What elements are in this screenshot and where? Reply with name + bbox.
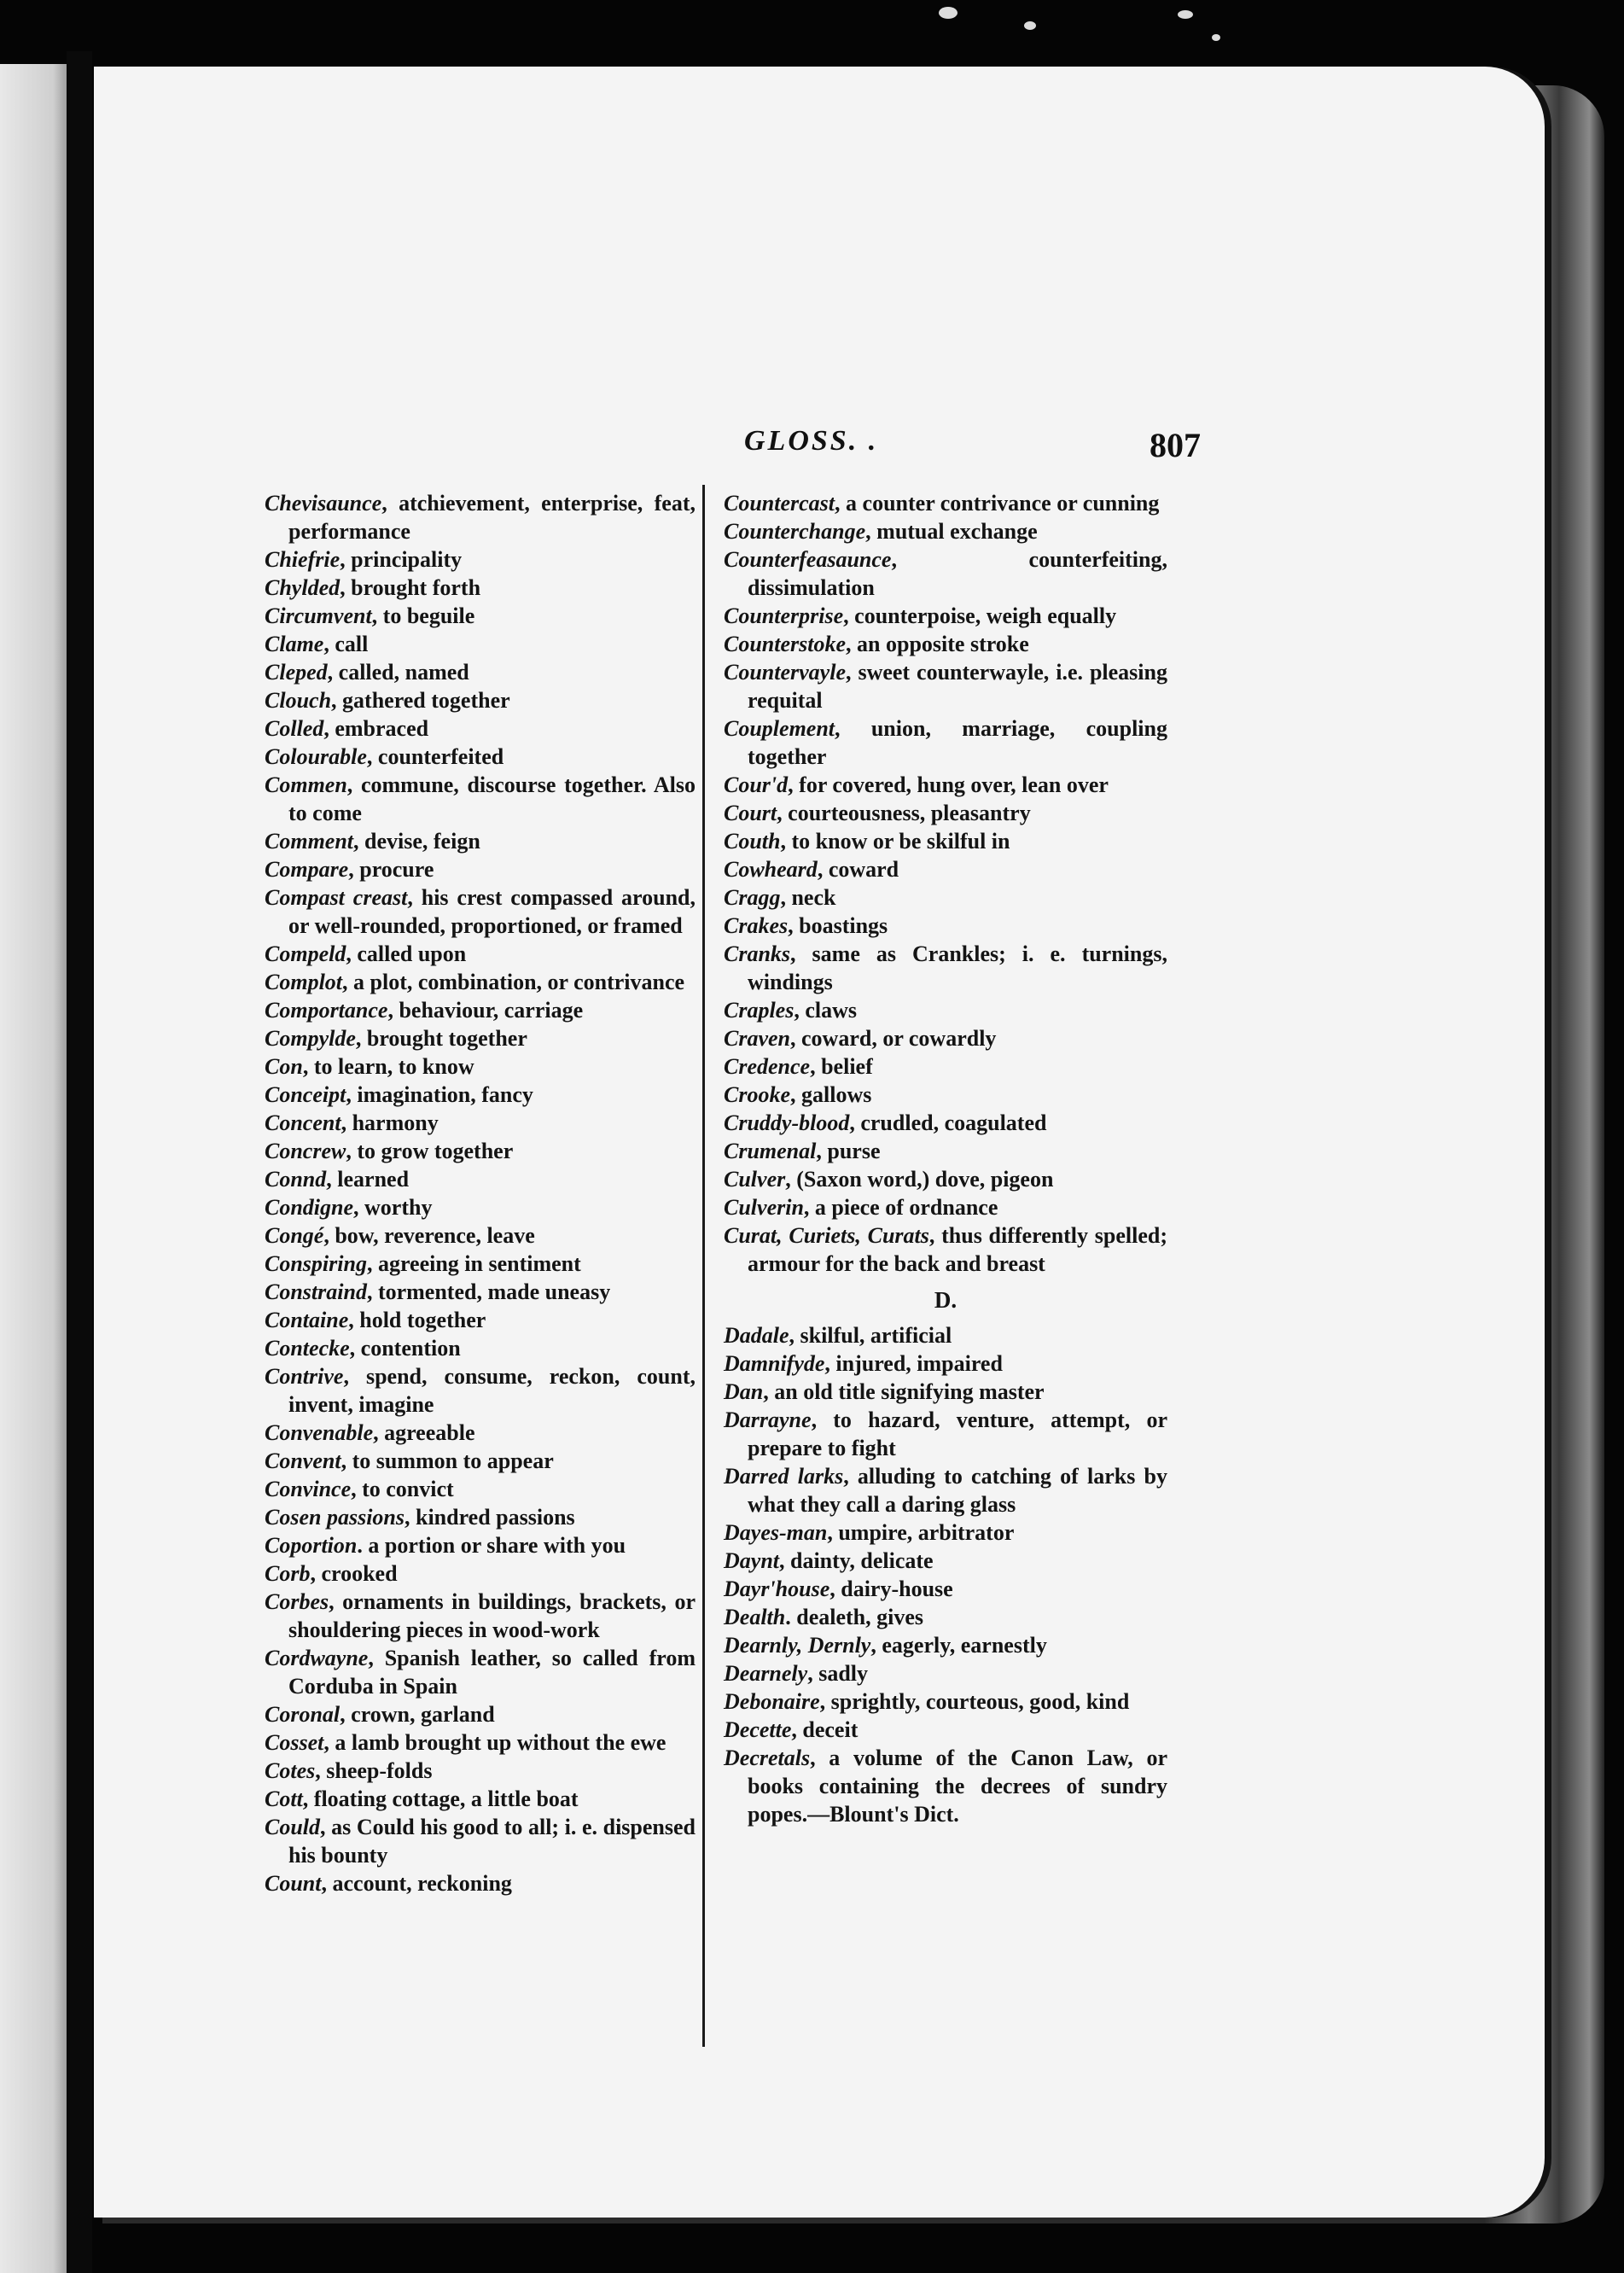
entry-definition: , skilful, artificial bbox=[789, 1323, 952, 1348]
glossary-entry bbox=[724, 714, 1167, 771]
glossary-entry bbox=[265, 686, 696, 714]
column-divider bbox=[702, 485, 705, 2047]
entry-definition: , purse bbox=[816, 1139, 881, 1163]
entry-headword: Decette bbox=[724, 1717, 792, 1742]
entry-headword: Coronal bbox=[265, 1702, 341, 1727]
entry-headword: Chevisaunce bbox=[265, 491, 382, 516]
entry-definition: , dairy-house bbox=[829, 1577, 953, 1601]
entry-definition: , call bbox=[323, 632, 369, 656]
entry-headword: Cosset bbox=[265, 1730, 324, 1755]
entry-headword: Counterprise bbox=[724, 603, 844, 628]
glossary-entry bbox=[265, 630, 696, 658]
glossary-entry bbox=[265, 1503, 696, 1531]
entry-headword: Couplement bbox=[724, 716, 835, 741]
entry-headword: Dayr'house bbox=[724, 1577, 830, 1601]
entry-definition: , a lamb brought up without the ewe bbox=[323, 1730, 666, 1755]
entry-headword: Corbes bbox=[265, 1589, 329, 1614]
entry-headword: Conspiring bbox=[265, 1251, 367, 1276]
entry-definition: , eagerly, earnestly bbox=[870, 1633, 1047, 1658]
entry-definition: , behaviour, carriage bbox=[387, 998, 584, 1023]
entry-headword: Darred larks bbox=[724, 1464, 844, 1489]
entry-headword: Cour'd bbox=[724, 772, 789, 797]
entry-definition: , counterpoise, weigh equally bbox=[843, 603, 1117, 628]
glossary-entry bbox=[724, 1659, 1167, 1687]
entry-headword: Chiefrie bbox=[265, 547, 341, 572]
glossary-entry bbox=[265, 771, 696, 827]
entry-definition: , atchievement, enterprise, feat, performance bbox=[288, 491, 696, 544]
entry-headword: Contecke bbox=[265, 1336, 350, 1361]
entry-definition: , embraced bbox=[323, 716, 429, 741]
glossary-c-entries bbox=[724, 489, 1167, 1278]
glossary-entry bbox=[265, 883, 696, 940]
entry-definition: , floating cottage, a little boat bbox=[302, 1786, 579, 1811]
glossary-right-column bbox=[724, 489, 1167, 1828]
entry-headword: Crumenal bbox=[724, 1139, 817, 1163]
entry-definition: , spend, consume, reckon, count, invent, imagine bbox=[288, 1364, 696, 1417]
glossary-entry bbox=[265, 1869, 696, 1897]
entry-definition: , ornaments in buildings, brackets, or shouldering pieces in wood-work bbox=[288, 1589, 696, 1642]
entry-headword: Count bbox=[265, 1871, 322, 1896]
entry-headword: Commen bbox=[265, 772, 347, 797]
glossary-entry bbox=[265, 1137, 696, 1165]
entry-definition: , sadly bbox=[807, 1661, 869, 1686]
entry-headword: Comportance bbox=[265, 998, 388, 1023]
glossary-entry bbox=[724, 489, 1167, 517]
entry-definition: , crown, garland bbox=[340, 1702, 495, 1727]
entry-definition: , an opposite stroke bbox=[846, 632, 1029, 656]
glossary-entry bbox=[265, 1728, 696, 1757]
entry-headword: Craven bbox=[724, 1026, 790, 1051]
entry-headword: Complot bbox=[265, 970, 343, 994]
glossary-entry bbox=[265, 968, 696, 996]
entry-definition: , dainty, delicate bbox=[779, 1548, 934, 1573]
glossary-entry bbox=[265, 1221, 696, 1250]
scan-speck bbox=[1178, 10, 1193, 19]
book-page bbox=[94, 67, 1545, 2218]
entry-definition: , crooked bbox=[310, 1561, 398, 1586]
entry-definition: , hold together bbox=[348, 1308, 486, 1332]
entry-definition: , contention bbox=[349, 1336, 461, 1361]
glossary-entry bbox=[724, 1081, 1167, 1109]
glossary-entry bbox=[724, 1687, 1167, 1716]
glossary-entry bbox=[724, 1547, 1167, 1575]
entry-headword: Comment bbox=[265, 829, 354, 854]
entry-headword: Countervayle bbox=[724, 660, 846, 685]
entry-headword: Cordwayne bbox=[265, 1646, 369, 1670]
entry-headword: Dearnely bbox=[724, 1661, 808, 1686]
glossary-entry bbox=[724, 1221, 1167, 1278]
entry-definition: , courteousness, pleasantry bbox=[777, 801, 1031, 825]
entry-definition: , belief bbox=[810, 1054, 873, 1079]
entry-headword: Convince bbox=[265, 1477, 352, 1501]
entry-headword: Dearnly, Dernly bbox=[724, 1633, 871, 1658]
entry-headword: Craples bbox=[724, 998, 795, 1023]
glossary-entry bbox=[265, 1813, 696, 1869]
entry-headword: Could bbox=[265, 1815, 321, 1839]
entry-headword: Condigne bbox=[265, 1195, 354, 1220]
entry-definition: , a counter contrivance or cunning bbox=[835, 491, 1160, 516]
entry-headword: Dayes-man bbox=[724, 1520, 828, 1545]
entry-headword: Daynt bbox=[724, 1548, 779, 1573]
entry-headword: Connd bbox=[265, 1167, 327, 1192]
glossary-entry bbox=[265, 1362, 696, 1419]
glossary-entry bbox=[265, 1700, 696, 1728]
glossary-entry bbox=[724, 1349, 1167, 1378]
entry-definition: , account, reckoning bbox=[321, 1871, 512, 1896]
entry-definition: , to grow together bbox=[346, 1139, 514, 1163]
entry-definition: , called upon bbox=[346, 941, 467, 966]
entry-headword: Cragg bbox=[724, 885, 781, 910]
entry-headword: Cruddy-blood bbox=[724, 1110, 850, 1135]
left-page-edge bbox=[0, 64, 67, 2273]
entry-definition: , thus differently spelled; armour for the back and breast bbox=[748, 1223, 1167, 1276]
glossary-entry bbox=[265, 1193, 696, 1221]
glossary-entry bbox=[265, 1644, 696, 1700]
entry-headword: Concrew bbox=[265, 1139, 346, 1163]
glossary-entry bbox=[724, 1406, 1167, 1462]
glossary-entry bbox=[724, 1321, 1167, 1349]
book-gutter bbox=[67, 51, 92, 2273]
glossary-entry bbox=[724, 827, 1167, 855]
glossary-entry bbox=[265, 489, 696, 545]
glossary-entry bbox=[724, 1631, 1167, 1659]
glossary-entry bbox=[265, 658, 696, 686]
entry-definition: , kindred passions bbox=[405, 1505, 575, 1530]
glossary-entry bbox=[724, 630, 1167, 658]
entry-headword: Debonaire bbox=[724, 1689, 820, 1714]
entry-headword: Clouch bbox=[265, 688, 332, 713]
glossary-entry bbox=[724, 1109, 1167, 1137]
glossary-entry bbox=[265, 1559, 696, 1588]
entry-definition: , boastings bbox=[788, 913, 888, 938]
glossary-entry bbox=[265, 714, 696, 743]
entry-definition: , sweet counterwayle, i.e. pleasing requital bbox=[748, 660, 1167, 713]
entry-definition: , gathered together bbox=[331, 688, 510, 713]
glossary-entry bbox=[265, 743, 696, 771]
glossary-entry bbox=[724, 771, 1167, 799]
entry-headword: Containe bbox=[265, 1308, 349, 1332]
entry-definition: , imagination, fancy bbox=[346, 1082, 533, 1107]
entry-definition: , umpire, arbitrator bbox=[827, 1520, 1015, 1545]
entry-definition: . a portion or share with you bbox=[357, 1533, 626, 1558]
entry-headword: Crakes bbox=[724, 913, 789, 938]
entry-headword: Chylded bbox=[265, 575, 341, 600]
entry-definition: , as Could his good to all; i. e. dispensed his bounty bbox=[288, 1815, 696, 1868]
glossary-entry bbox=[265, 827, 696, 855]
entry-headword: Court bbox=[724, 801, 777, 825]
glossary-entry bbox=[265, 1109, 696, 1137]
entry-definition: , learned bbox=[326, 1167, 410, 1192]
glossary-entry bbox=[724, 996, 1167, 1024]
glossary-entry bbox=[724, 1137, 1167, 1165]
entry-definition: , to beguile bbox=[371, 603, 475, 628]
page-number: 807 bbox=[1150, 426, 1201, 464]
glossary-entry bbox=[724, 517, 1167, 545]
glossary-entry bbox=[265, 940, 696, 968]
entry-headword: Coportion bbox=[265, 1533, 358, 1558]
glossary-entry bbox=[724, 912, 1167, 940]
glossary-entry bbox=[724, 1575, 1167, 1603]
entry-definition: , agreeable bbox=[373, 1420, 475, 1445]
entry-definition: , crudled, coagulated bbox=[849, 1110, 1047, 1135]
running-head bbox=[94, 425, 1545, 476]
entry-headword: Dadale bbox=[724, 1323, 789, 1348]
glossary-entry bbox=[265, 1757, 696, 1785]
entry-definition: , called, named bbox=[327, 660, 469, 685]
entry-definition: , a volume of the Canon Law, or books containing the decrees of sundry popes.—Blount's Dict. bbox=[748, 1746, 1167, 1827]
entry-definition: , tormented, made uneasy bbox=[366, 1279, 611, 1304]
glossary-entry bbox=[724, 1462, 1167, 1518]
glossary-entry bbox=[265, 602, 696, 630]
glossary-entry bbox=[724, 1193, 1167, 1221]
entry-definition: , alluding to catching of larks by what they call a daring glass bbox=[748, 1464, 1167, 1517]
glossary-entry bbox=[724, 1165, 1167, 1193]
entry-definition: , claws bbox=[794, 998, 858, 1023]
entry-definition: , to summon to appear bbox=[341, 1448, 554, 1473]
entry-definition: , to convict bbox=[351, 1477, 454, 1501]
scan-speck bbox=[1024, 21, 1036, 30]
entry-definition: , for covered, hung over, lean over bbox=[788, 772, 1109, 797]
entry-headword: Counterstoke bbox=[724, 632, 847, 656]
page-heading: GLOSS. . bbox=[744, 425, 879, 457]
glossary-entry bbox=[265, 1278, 696, 1306]
entry-headword: Con bbox=[265, 1054, 303, 1079]
glossary-entry bbox=[724, 1024, 1167, 1052]
entry-headword: Corb bbox=[265, 1561, 311, 1586]
glossary-entry bbox=[724, 940, 1167, 996]
glossary-entry bbox=[265, 545, 696, 574]
glossary-entry bbox=[265, 574, 696, 602]
glossary-entry bbox=[265, 1447, 696, 1475]
entry-headword: Cleped bbox=[265, 660, 328, 685]
scan-speck bbox=[939, 7, 958, 19]
entry-definition: , counterfeited bbox=[366, 744, 504, 769]
entry-definition: , injured, impaired bbox=[824, 1351, 1003, 1376]
glossary-left-column bbox=[265, 489, 696, 1897]
glossary-entry bbox=[724, 1716, 1167, 1744]
entry-definition: , commune, discourse together. Also to come bbox=[288, 772, 696, 825]
entry-definition: , a piece of ordnance bbox=[803, 1195, 998, 1220]
entry-definition: , sprightly, courteous, good, kind bbox=[819, 1689, 1130, 1714]
entry-headword: Colled bbox=[265, 716, 324, 741]
entry-headword: Culverin bbox=[724, 1195, 804, 1220]
glossary-entry bbox=[265, 1250, 696, 1278]
glossary-entry bbox=[724, 1603, 1167, 1631]
glossary-entry bbox=[265, 1419, 696, 1447]
entry-headword: Cott bbox=[265, 1786, 303, 1811]
entry-headword: Cranks bbox=[724, 941, 791, 966]
glossary-entry bbox=[724, 602, 1167, 630]
glossary-entry bbox=[265, 1785, 696, 1813]
entry-definition: , mutual exchange bbox=[865, 519, 1038, 544]
entry-headword: Compast creast bbox=[265, 885, 408, 910]
entry-definition: , (Saxon word,) dove, pigeon bbox=[785, 1167, 1054, 1192]
entry-definition: , gallows bbox=[790, 1082, 872, 1107]
entry-definition: , his crest compassed around, or well-rounded, proportioned, or framed bbox=[288, 885, 696, 938]
entry-headword: Crooke bbox=[724, 1082, 790, 1107]
entry-definition: , union, marriage, coupling together bbox=[748, 716, 1167, 769]
glossary-entry bbox=[724, 545, 1167, 602]
entry-headword: Cowheard bbox=[724, 857, 818, 882]
glossary-entry bbox=[724, 883, 1167, 912]
glossary-entry bbox=[724, 1052, 1167, 1081]
entry-headword: Counterchange bbox=[724, 519, 866, 544]
glossary-entry bbox=[724, 799, 1167, 827]
entry-headword: Colourable bbox=[265, 744, 367, 769]
entry-headword: Circumvent bbox=[265, 603, 372, 628]
entry-definition: , to know or be skilful in bbox=[780, 829, 1010, 854]
entry-headword: Curat, Curiets, Curats bbox=[724, 1223, 929, 1248]
entry-definition: , bow, reverence, leave bbox=[323, 1223, 535, 1248]
glossary-entry bbox=[724, 1744, 1167, 1828]
entry-headword: Cotes bbox=[265, 1758, 316, 1783]
entry-headword: Culver bbox=[724, 1167, 786, 1192]
entry-headword: Dealth bbox=[724, 1605, 786, 1629]
entry-headword: Compylde bbox=[265, 1026, 356, 1051]
glossary-d-entries bbox=[724, 1321, 1167, 1828]
entry-headword: Credence bbox=[724, 1054, 811, 1079]
entry-definition: , agreeing in sentiment bbox=[366, 1251, 581, 1276]
entry-headword: Concent bbox=[265, 1110, 341, 1135]
glossary-entry bbox=[724, 1378, 1167, 1406]
entry-headword: Compare bbox=[265, 857, 349, 882]
glossary-entry bbox=[265, 1588, 696, 1644]
entry-headword: Darrayne bbox=[724, 1408, 812, 1432]
entry-headword: Cosen passions bbox=[265, 1505, 405, 1530]
entry-definition: , procure bbox=[348, 857, 434, 882]
entry-headword: Clame bbox=[265, 632, 324, 656]
entry-headword: Conceipt bbox=[265, 1082, 346, 1107]
glossary-entry bbox=[265, 1165, 696, 1193]
entry-definition: , same as Crankles; i. e. turnings, windings bbox=[748, 941, 1167, 994]
glossary-entry bbox=[265, 1334, 696, 1362]
entry-definition: , principality bbox=[340, 547, 463, 572]
entry-definition: , brought forth bbox=[340, 575, 481, 600]
entry-headword: Constraind bbox=[265, 1279, 367, 1304]
glossary-entry bbox=[265, 855, 696, 883]
entry-headword: Dan bbox=[724, 1379, 764, 1404]
entry-definition: , Spanish leather, so called from Corduba in Spain bbox=[288, 1646, 696, 1699]
glossary-entry bbox=[265, 1052, 696, 1081]
glossary-entry bbox=[265, 996, 696, 1024]
entry-definition: , an old title signifying master bbox=[763, 1379, 1045, 1404]
entry-headword: Congé bbox=[265, 1223, 324, 1248]
entry-definition: . dealeth, gives bbox=[785, 1605, 923, 1629]
glossary-entry bbox=[265, 1475, 696, 1503]
entry-headword: Couth bbox=[724, 829, 781, 854]
entry-definition: , worthy bbox=[353, 1195, 433, 1220]
glossary-entry bbox=[265, 1081, 696, 1109]
entry-definition: , devise, feign bbox=[353, 829, 480, 854]
entry-headword: Damnifyde bbox=[724, 1351, 825, 1376]
glossary-entry bbox=[265, 1306, 696, 1334]
entry-headword: Counterfeasaunce bbox=[724, 547, 892, 572]
glossary-entry bbox=[724, 855, 1167, 883]
entry-definition: , coward bbox=[817, 857, 899, 882]
glossary-entry bbox=[265, 1531, 696, 1559]
entry-headword: Compeld bbox=[265, 941, 346, 966]
scan-speck bbox=[1212, 34, 1220, 41]
glossary-entry bbox=[265, 1024, 696, 1052]
entry-definition: , brought together bbox=[355, 1026, 527, 1051]
entry-headword: Contrive bbox=[265, 1364, 344, 1389]
glossary-entry bbox=[724, 1518, 1167, 1547]
entry-definition: , coward, or cowardly bbox=[790, 1026, 997, 1051]
entry-definition: , neck bbox=[780, 885, 836, 910]
entry-headword: Convenable bbox=[265, 1420, 374, 1445]
entry-definition: , a plot, combination, or contrivance bbox=[342, 970, 685, 994]
entry-headword: Decretals bbox=[724, 1746, 811, 1770]
section-letter-d: D. bbox=[934, 1287, 958, 1313]
entry-headword: Convent bbox=[265, 1448, 341, 1473]
entry-definition: , harmony bbox=[341, 1110, 439, 1135]
glossary-entry bbox=[724, 658, 1167, 714]
entry-definition: , to learn, to know bbox=[302, 1054, 474, 1079]
entry-definition: , counterfeiting, dissimulation bbox=[748, 547, 1167, 600]
entry-headword: Countercast bbox=[724, 491, 835, 516]
entry-definition: , sheep-folds bbox=[315, 1758, 433, 1783]
entry-definition: , to hazard, venture, attempt, or prepare to fight bbox=[748, 1408, 1167, 1460]
entry-definition: , deceit bbox=[791, 1717, 859, 1742]
